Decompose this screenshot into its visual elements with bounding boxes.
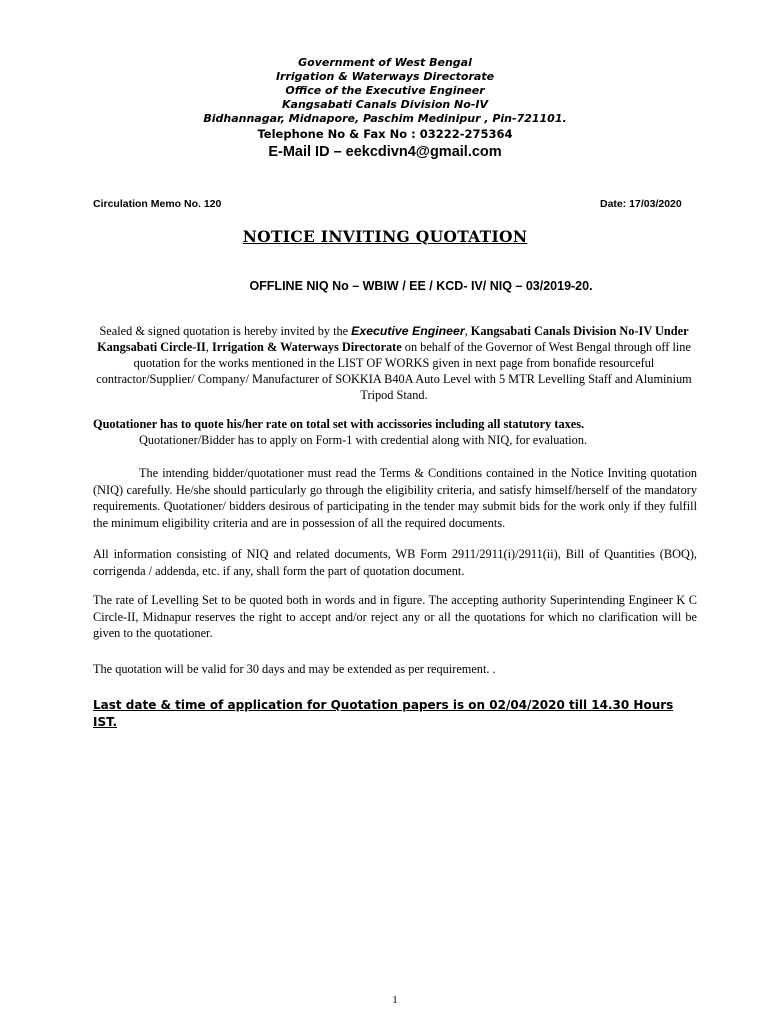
header-email: E-Mail ID – eekcdivn4@gmail.com	[268, 144, 502, 160]
intro-division: Kangsabati Canals Division No-IV Under Kangsabati Circle-II	[97, 324, 689, 354]
notice-title: NOTICE INVITING QUOTATION	[242, 227, 528, 246]
intro-paragraph	[96, 323, 692, 403]
header-directorate: Irrigation & Waterways Directorate	[275, 70, 495, 83]
intro-executive-engineer: Executive Engineer	[351, 324, 465, 338]
page-number: 1	[392, 994, 398, 1006]
intro-text-4: on behalf of the Governor of West Bengal through off line quotation for the works mentioned in the LIST OF WORKS given in next page from bonafide resourceful contractor/Supplier/ Company/ Manufacturer of SOKKIA B40A Auto Level with 5 MTR Levelling Staff and Aluminium Tripod Stand.	[96, 340, 692, 402]
intro-text-1: Sealed & signed quotation is hereby invited by the	[99, 324, 352, 338]
header-telephone: Telephone No & Fax No : 03222-275364	[257, 127, 513, 141]
niq-number: OFFLINE NIQ No – WBIW / EE / KCD- IV/ NIQ – 03/2019-20.	[249, 279, 593, 293]
rate-paragraph: The rate of Levelling Set to be quoted both in words and in figure. The accepting authority Superintending Engineer K C Circle-II, Midnapur reserves the right to accept and/or reject any or all the quotations for which no clarification will be given to the quotationer.	[93, 593, 697, 640]
last-date-notice: Last date & time of application for Quotation papers is on 02/04/2020 till 14.30 Hours IST.	[93, 698, 674, 729]
header-government: Government of West Bengal	[298, 56, 472, 69]
documents-paragraph: All information consisting of NIQ and related documents, WB Form 2911/2911(i)/2911(ii), Bill of Quantities (BOQ), corrigenda / addenda, etc. if any, shall form the part of quotation document.	[93, 547, 697, 578]
header-division: Kangsabati Canals Division No-IV	[282, 98, 488, 111]
header-office: Office of the Executive Engineer	[285, 84, 485, 97]
intro-text-3: ,	[205, 340, 212, 354]
terms-paragraph: The intending bidder/quotationer must read the Terms & Conditions contained in the Notice Inviting quotation (NIQ) carefully. He/she should particularly go through the eligibility criteria, and satisfy himself/herself of the mandatory requirements. Quotationer/ bidders desirous of participating in the tender may submit bids for the work only if they fulfill the minimum eligibility criteria and are in possession of all the required documents.	[93, 466, 697, 530]
header-address: Bidhannagar, Midnapore, Paschim Medinipur , Pin-721101.	[203, 112, 567, 125]
memo-date: Date: 17/03/2020	[600, 198, 682, 210]
validity-paragraph: The quotation will be valid for 30 days and may be extended as per requirement. .	[93, 662, 496, 676]
form-note: Quotationer/Bidder has to apply on Form-1 with credential along with NIQ, for evaluation.	[139, 433, 588, 447]
memo-number: Circulation Memo No. 120	[93, 198, 222, 210]
intro-directorate: Irrigation & Waterways Directorate	[211, 340, 402, 354]
rate-note: Quotationer has to quote his/her rate on total set with accissories including all statutory taxes.	[93, 417, 585, 431]
intro-text-2: ,	[464, 324, 471, 338]
